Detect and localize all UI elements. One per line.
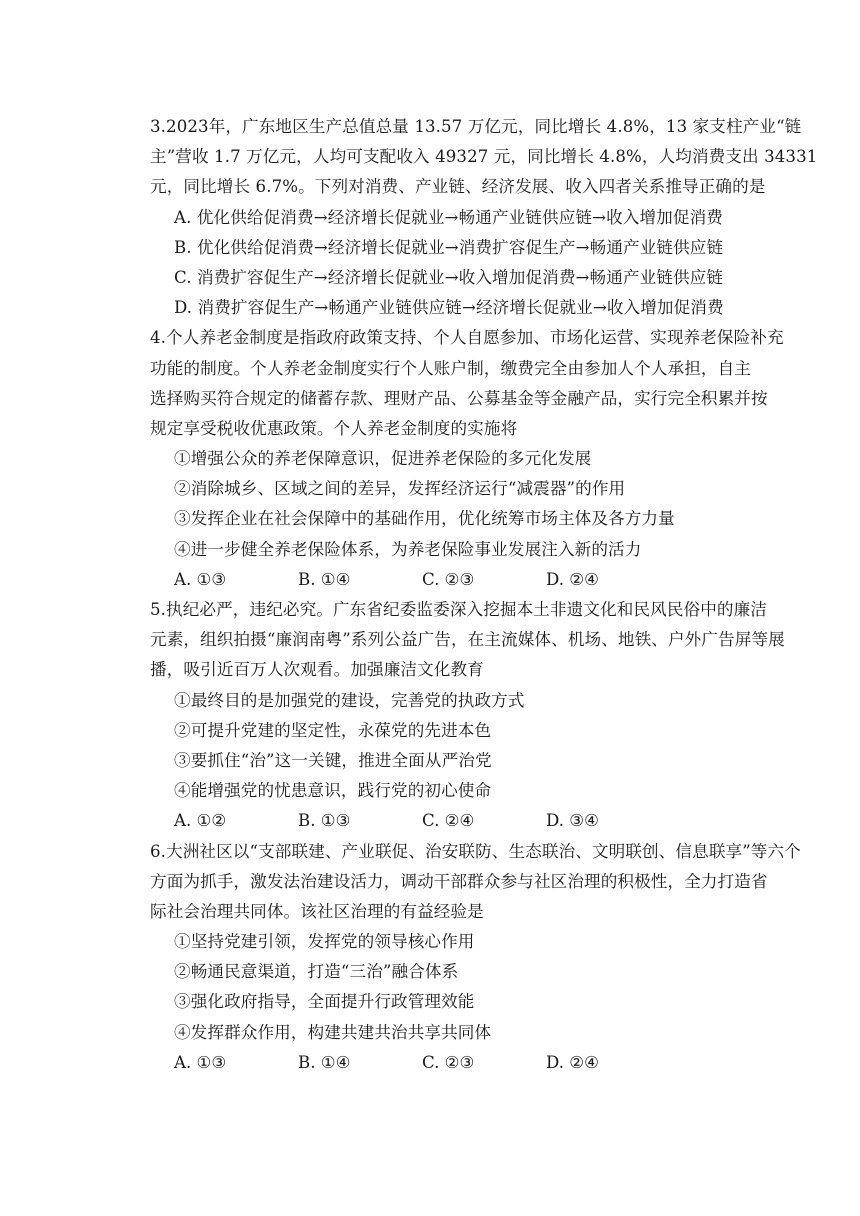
- question-stem-line: 际社会治理共同体。该社区治理的有益经验是: [150, 901, 484, 921]
- statement-2: ②可提升党建的坚定性，永葆党的先进本色: [174, 720, 492, 740]
- answer-choices: [150, 1048, 690, 1078]
- option-b: B. 优化供给促消费→经济增长促就业→消费扩容促生产→畅通产业链供应链: [174, 237, 724, 257]
- statement-4: ④进一步健全养老保险体系，为养老保险事业发展注入新的活力: [174, 539, 642, 559]
- statement-4: ④发挥群众作用，构建共建共治共享共同体: [174, 1022, 492, 1042]
- question-list: [150, 112, 818, 1078]
- statement-1: ①坚持党建引领，发挥党的领导核心作用: [174, 932, 475, 952]
- question-stem-line: 规定享受税收优惠政策。个人养老金制度的实施将: [150, 418, 518, 438]
- question-stem-line: 5.执纪必严，违纪必究。广东省纪委监委深入挖掘本土非遗文化和民风民俗中的廉洁: [150, 600, 768, 619]
- statement-4: ④能增强党的忧患意识，践行党的初心使命: [174, 781, 492, 801]
- question-stem-line: 选择购买符合规定的储蓄存款、理财产品、公募基金等金融产品，实行完全积累并按: [150, 388, 768, 408]
- choice-d: D. ②④: [546, 1052, 600, 1072]
- choice-b: B. ①③: [298, 811, 351, 831]
- choice-a: A. ①③: [174, 1052, 227, 1072]
- answer-choices: [150, 565, 690, 595]
- choice-a: A. ①②: [174, 811, 227, 831]
- question-4: [150, 323, 784, 595]
- statement-3: ③发挥企业在社会保障中的基础作用，优化统筹市场主体及各方力量: [174, 509, 675, 529]
- question-6: [150, 837, 801, 1079]
- choice-b: B. ①④: [298, 1052, 351, 1072]
- choice-c: C. ②③: [422, 1052, 475, 1072]
- choice-d: D. ③④: [546, 811, 600, 831]
- question-3: [150, 112, 818, 323]
- choice-a: A. ①③: [174, 569, 227, 589]
- question-stem-line: 播，吸引近百万人次观看。加强廉洁文化教育: [150, 660, 484, 680]
- choice-d: D. ②④: [546, 569, 600, 589]
- question-stem-line: 元素，组织拍摄“廉润南粤”系列公益广告，在主流媒体、机场、地铁、户外广告屏等展: [150, 630, 785, 650]
- question-5: [150, 595, 785, 837]
- question-stem-line: 元，同比增长 6.7%。下列对消费、产业链、经济发展、收入四者关系推导正确的是: [150, 177, 766, 197]
- choice-c: C. ②④: [422, 811, 475, 831]
- question-stem-line: 功能的制度。个人养老金制度实行个人账户制，缴费完全由参加人个人承担，自主: [150, 358, 751, 378]
- statement-3: ③要抓住“治”这一关键，推进全面从严治党: [174, 750, 492, 770]
- option-c: C. 消费扩容促生产→经济增长促就业→收入增加促消费→畅通产业链供应链: [174, 267, 724, 287]
- statement-2: ②畅通民意渠道，打造“三治”融合体系: [174, 962, 459, 982]
- question-stem-line: 方面为抓手，激发法治建设活力，调动干部群众参与社区治理的积极性，全力打造省: [150, 871, 768, 891]
- statement-1: ①增强公众的养老保障意识，促进养老保险的多元化发展: [174, 449, 592, 469]
- question-stem-line: 4.个人养老金制度是指政府政策支持、个人自愿参加、市场化运营、实现养老保险补充: [150, 328, 784, 348]
- choice-b: B. ①④: [298, 569, 351, 589]
- question-stem-line: 6.大洲社区以“支部联建、产业联促、治安联防、生态联治、文明联创、信息联享”等六个: [150, 841, 801, 861]
- option-a: A. 优化供给促消费→经济增长促就业→畅通产业链供应链→收入增加促消费: [174, 207, 723, 227]
- statement-3: ③强化政府指导，全面提升行政管理效能: [174, 992, 475, 1012]
- question-stem-line: 主”营收 1.7 万亿元，人均可支配收入 49327 元，同比增长 4.8%，人均消费支出 34331: [150, 147, 818, 167]
- question-stem-line: 3.2023年，广东地区生产总值总量 13.57 万亿元，同比增长 4.8%，13 家支柱产业“链: [150, 117, 802, 136]
- answer-choices: [150, 806, 690, 836]
- statement-1: ①最终目的是加强党的建设，完善党的执政方式: [174, 690, 525, 710]
- statement-2: ②消除城乡、区域之间的差异，发挥经济运行“减震器”的作用: [174, 479, 626, 499]
- option-d: D. 消费扩容促生产→畅通产业链供应链→经济增长促就业→收入增加促消费: [174, 298, 724, 318]
- choice-c: C. ②③: [422, 569, 475, 589]
